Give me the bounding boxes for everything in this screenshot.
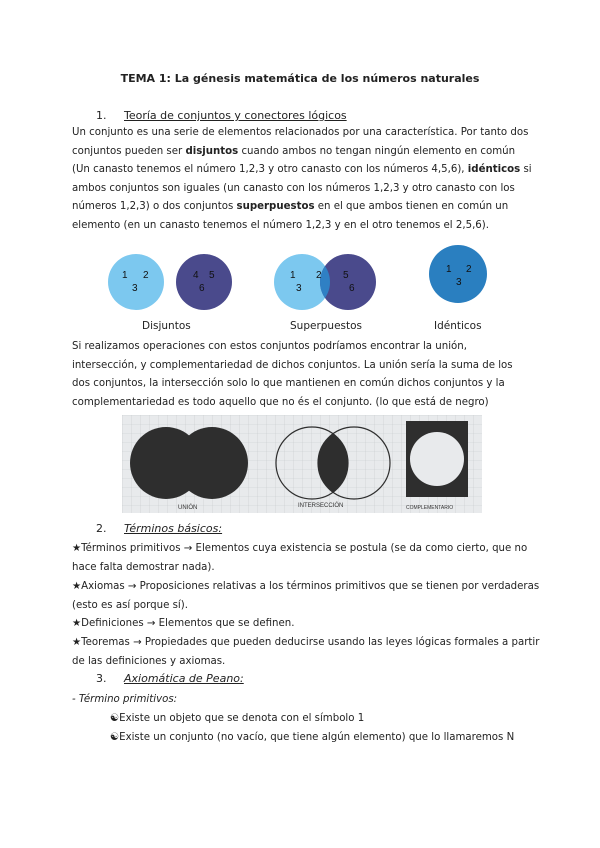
term-disjuntos: disjuntos (185, 145, 239, 157)
section-1-title: Teoría de conjuntos y conectores lógicos (124, 109, 347, 122)
section-1-number: 1. (96, 109, 107, 122)
overlap-right-5: 5 (343, 270, 349, 281)
paragraph-sets (72, 124, 532, 236)
overlap-left-1: 1 (290, 270, 296, 281)
term-identicos: idénticos (467, 164, 521, 176)
term-axiomas-item: ★Axiomas → Proposiciones relativas a los términos primitivos que se tienen por verdaderas (esto es así porque sí). (72, 581, 540, 611)
term-superpuestos: superpuestos (236, 201, 315, 213)
venn-diagrams (0, 240, 600, 320)
overlap-center-2: 2 (316, 270, 322, 281)
peano-bullet-1: ☯Existe un objeto que se denota con el símbolo 1 (110, 713, 365, 724)
label-disjuntos: Disjuntos (142, 320, 191, 332)
section-2-number: 2. (96, 522, 107, 535)
set-operations-photo (122, 415, 482, 513)
section-1-heading (96, 109, 347, 122)
p1-text-d: en el que ambos tienen en común un elemento (en un canasto tenemos el número 1,2,3 y en el otro tenemos el 2,5,6). (72, 201, 509, 231)
label-superpuestos: Superpuestos (290, 320, 363, 332)
p1-text-c: si ambos conjuntos son iguales (un canasto con los números 1,2,3 y otro canasto con los números 1,2,3) o dos conjuntos (72, 164, 532, 213)
union-circle-right (176, 427, 248, 499)
disjoint-circle-left (108, 254, 164, 310)
p1-text-a: Un conjunto es una serie de elementos relacionados por una característica. Por tanto dos conjuntos pueden ser (72, 127, 529, 157)
complement-circle (410, 432, 464, 486)
section-2-heading (96, 522, 222, 535)
term-definiciones-item: ★Definiciones → Elementos que se definen. (72, 618, 295, 629)
section-3-title: Axiomática de Peano: (124, 672, 244, 685)
identical-circle (429, 245, 487, 303)
overlap-left-3: 3 (296, 283, 302, 294)
disjoint-circle-right (176, 254, 232, 310)
identical-1: 1 (446, 264, 452, 275)
section-3-heading (96, 672, 244, 685)
term-teoremas-item: ★Teoremas → Propiedades que pueden deducirse usando las leyes lógicas formales a partir de las definiciones y axiomas. (72, 637, 540, 667)
section-2-title: Términos básicos: (124, 522, 223, 535)
disjoint-right-4: 4 (193, 270, 199, 281)
disjoint-left-1: 1 (122, 270, 128, 281)
term-primitivos-item: ★Términos primitivos → Elementos cuya existencia se postula (se da como cierto, que no hace falta demostrar nada). (72, 543, 528, 573)
peano-bullet-2: ☯Existe un conjunto (no vacío, que tiene algún elemento) que lo llamaremos N (110, 732, 515, 743)
p1-text-b: cuando ambos no tengan ningún elemento en común (Un canasto tenemos el número 1,2,3 y otro canasto con los números 4,5,6), (72, 145, 516, 176)
label-identicos: Idénticos (434, 320, 482, 332)
section-3-number: 3. (96, 672, 107, 685)
label-union: UNIÓN (178, 505, 198, 511)
disjoint-right-6: 6 (199, 283, 205, 294)
label-interseccion: INTERSECCIÓN (298, 503, 344, 509)
label-complementario: COMPLEMENTARIO (406, 505, 454, 511)
page-title: TEMA 1: La génesis matemática de los números naturales (120, 72, 480, 85)
identical-3: 3 (456, 277, 462, 288)
paragraph-operations: Si realizamos operaciones con estos conjuntos podríamos encontrar la unión, intersección, y complementariedad de dichos conjuntos. La unión sería la suma de los dos conjuntos, la intersección solo lo que mantienen en común dichos conjuntos y la complementariedad es todo aquello que no és el conjunto. (lo que está de negro) (72, 341, 513, 408)
disjoint-right-5: 5 (209, 270, 215, 281)
identical-2: 2 (466, 264, 472, 275)
overlap-right-6: 6 (349, 283, 355, 294)
section-3-subheading: - Término primitivos: (72, 694, 178, 705)
disjoint-left-3: 3 (132, 283, 138, 294)
disjoint-left-2: 2 (143, 270, 149, 281)
